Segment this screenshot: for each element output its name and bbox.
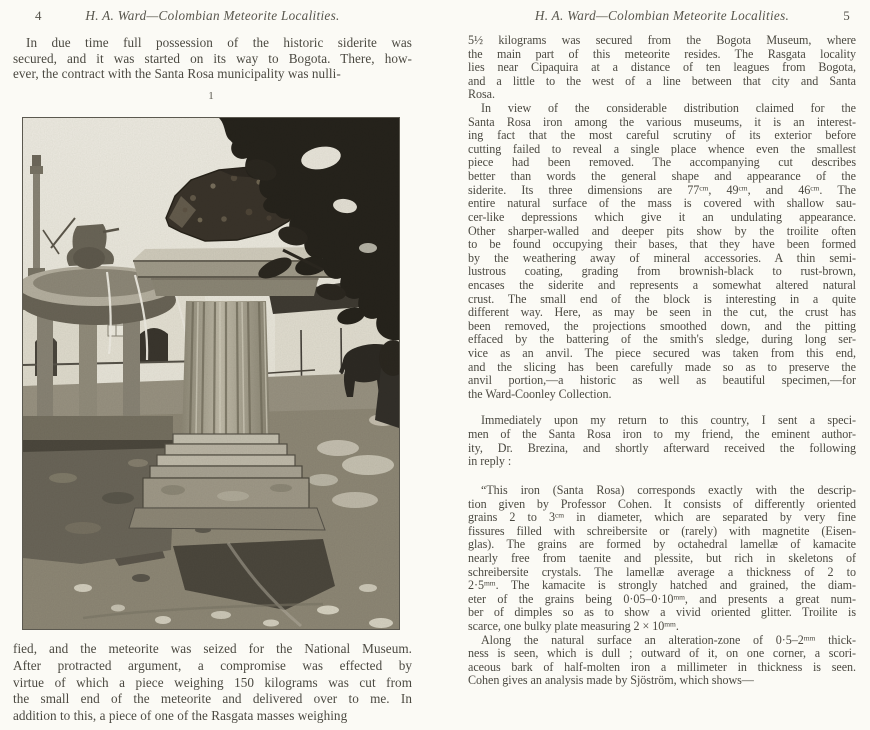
- running-title-left: H. A. Ward—Colombian Meteorite Localities.: [85, 8, 340, 23]
- text-line: lies near Cipaquira at a distance of ten leagues from Bogota,: [468, 61, 856, 75]
- text-line: piece had been removed. The accompanying cut describes: [468, 156, 856, 170]
- text-line: eter of the grains being $0\cdot 05-0\cdot 10^{mm}$, and presents a great num-: [468, 592, 856, 606]
- paragraph: [468, 34, 856, 102]
- running-title-right: H. A. Ward—Colombian Meteorite Localities.: [534, 8, 790, 23]
- text-line: In view of the considerable distribution claimed for the: [481, 102, 856, 116]
- paragraph-top-left: [13, 35, 412, 82]
- text-line: effaced by the battering of the smith's sledge, during long ser-: [468, 333, 856, 347]
- text-line: crust. The small end of the block is interesting in a quite: [468, 292, 856, 306]
- text-line: “This iron (Santa Rosa) corresponds exactly with the descrip-: [481, 483, 856, 497]
- text-line: secured, and it was started on its way to Bogota. There, how-: [13, 50, 412, 66]
- text-line: In due time full possession of the historic siderite was: [26, 35, 412, 50]
- text-line: Other sharper-walled and deeper pits show by the troilite often: [468, 224, 856, 238]
- text-line: ever, the contract with the Santa Rosa municipality was nulli-: [13, 66, 341, 82]
- text-line: better than words the general shape and appearance of the: [468, 170, 856, 184]
- paragraph: [468, 414, 856, 468]
- page-number-right: 5: [843, 8, 850, 23]
- text-line: the Ward-Coonley Collection.: [468, 387, 612, 401]
- text-line: 5½ kilograms was secured from the Bogota Museum, where: [468, 34, 856, 47]
- text-line: ness is seen, which is dull ; outward of it, on one corner, a scori-: [468, 647, 856, 661]
- text-line: the small end of the meteorite and delivered over to me. In: [13, 691, 412, 707]
- text-line: entire natural surface of the mass is covered with shallow sau-: [468, 197, 856, 211]
- meteorite-photograph: [22, 117, 400, 630]
- text-line: vice as an anvil. The piece secured was taken from this end,: [468, 347, 856, 361]
- text-line: cutting failed to reveal a single place whence even the smallest: [468, 142, 856, 156]
- text-line: cer-like depressions which give it an undulating appearance.: [468, 210, 856, 224]
- text-line: men of the Santa Rosa iron to my friend, the eminent author-: [468, 428, 856, 442]
- text-line: schreibersite crystals. The lamellæ average a thickness of 2 to: [468, 565, 856, 579]
- text-line: fied, and the meteorite was seized for the National Museum.: [13, 640, 412, 656]
- page-left-header: [13, 8, 412, 25]
- text-line: Santa Rosa iron among the various museums, it is an interest-: [468, 115, 856, 129]
- text-line: siderite. Its three dimensions are $77^{cm}$, $49^{cm}$, and $46^{cm}$. The: [468, 183, 856, 197]
- text-line: in reply :: [468, 455, 512, 469]
- text-line: aceous bark of half-molten iron a millimeter in thickness is seen.: [468, 660, 856, 674]
- text-line: to be found occupying their bases, that they have been formed: [468, 238, 856, 252]
- page-right-body: [468, 34, 856, 688]
- paragraph-bottom-left: [13, 641, 412, 725]
- text-line: ity, Dr. Brezina, and shortly afterward received the following: [468, 441, 856, 455]
- text-line: Along the natural surface an alteration-zone of $0\cdot 5-2^{mm}$ thick-: [481, 633, 856, 647]
- text-line: After protracted argument, a compromise was effected by: [13, 657, 412, 673]
- text-line: and the slicing has been carefully made so as to preserve the: [468, 360, 856, 374]
- text-line: ber of dimples so as to show a vivid oriented glitter. Troilite is: [468, 606, 856, 620]
- text-line: grains 2 to $3^{cm}$ in diameter, which are separated by very fine: [468, 511, 856, 525]
- text-line: nearly free from taenite and plessite, but rich in skeletons of: [468, 551, 856, 565]
- paragraph: [468, 102, 856, 401]
- text-line: $2\cdot 5^{mm}$. The kamacite is strongly hatched and grained, the diam-: [468, 579, 856, 593]
- text-line: and a little to the west of a line between that city and Santa: [468, 74, 856, 88]
- text-line: ing fact that the most careful scrutiny of its exterior before: [468, 129, 856, 143]
- figure-number: 1: [208, 89, 214, 102]
- text-line: virtue of which a piece weighing 150 kilograms was cut from: [13, 674, 412, 690]
- text-line: been removed, the projections smoothed down, and the pitting: [468, 319, 856, 333]
- page-right-header: [468, 8, 856, 25]
- text-line: Cohen gives an analysis made by Sjöström, which shows—: [468, 674, 754, 688]
- paragraph-quote: [468, 484, 856, 634]
- text-line: anvil portion,—a historic as well as beautiful specimen,—for: [468, 374, 856, 388]
- text-line: lustrous coating, grading from brownish-black to rust-brown,: [468, 265, 856, 279]
- text-line: by the weathering away of mineral accessories. A thin semi-: [468, 251, 856, 265]
- text-line: glas). The grains are formed by octahedral lamellæ of kamacite: [468, 538, 856, 552]
- paragraph: [468, 634, 856, 688]
- text-line: scarce, one bulky plate measuring $2 \times 10^{mm}$.: [468, 619, 679, 633]
- text-line: Rosa.: [468, 88, 495, 102]
- text-line: tion given by Professor Cohen. It consists of differently oriented: [468, 497, 856, 511]
- text-line: different way. Here, as may be seen in the cut, the crust has: [468, 306, 856, 320]
- halftone-grain-overlay: [23, 118, 399, 629]
- page-right: [435, 0, 870, 730]
- text-line: Immediately upon my return to this country, I sent a speci-: [481, 414, 856, 428]
- text-line: addition to this, a piece of one of the Rasgata masses weighing: [13, 708, 348, 724]
- page-number-left: 4: [35, 8, 42, 23]
- text-line: encases the siderite and represents a somewhat altered natural: [468, 278, 856, 292]
- text-line: the main part of this meteorite resides. The Rasgata locality: [468, 47, 856, 61]
- text-line: fissures filled with schreibersite or (rarely) with magnetite (Eisen-: [468, 524, 856, 538]
